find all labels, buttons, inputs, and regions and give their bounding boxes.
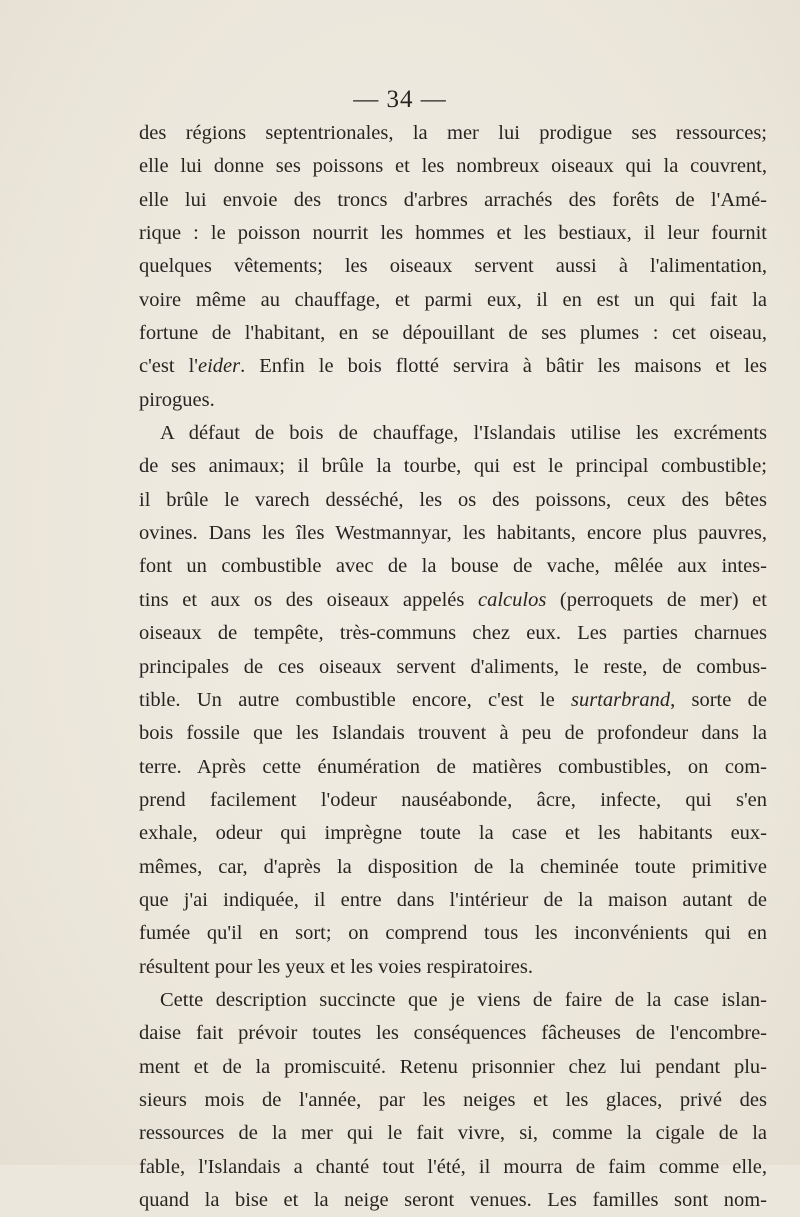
text-line: quelques vêtements; les oiseaux servent aussi à l'alimentation, (139, 255, 767, 278)
text-segment: tible. Un autre combustible encore, c'est le (139, 688, 571, 711)
text-line: oiseaux de tempête, très-communs chez eux. Les parties charnues (139, 622, 767, 645)
italic-term-calculos: calculos (477, 588, 547, 611)
text-line: ovines. Dans les îles Westmannyar, les habitants, encore plus pauvres, (139, 522, 767, 545)
text-line: ressources de la mer qui le fait vivre, si, comme la cigale de la (139, 1122, 767, 1145)
page-number: — 34 — (353, 86, 447, 113)
text-line: quand la bise et la neige seront venues. Les familles sont nom- (139, 1189, 767, 1211)
text-line: sieurs mois de l'année, par les neiges et les glaces, privé des (139, 1088, 767, 1111)
italic-term-eider: eider (197, 355, 241, 378)
text-line (139, 350, 767, 383)
text-line: font un combustible avec de la bouse de vache, mêlée aux intes- (139, 555, 767, 578)
text-line: elle lui envoie des troncs d'arbres arrachés des forêts de l'Amé- (139, 188, 767, 211)
text-segment: c'est l' (139, 355, 198, 378)
text-line: rique : le poisson nourrit les hommes et les bestiaux, il leur fournit (139, 222, 767, 245)
text-line: terre. Après cette énumération de matières combustibles, on com- (139, 755, 767, 778)
paragraph-start-line: Cette description succincte que je viens de faire de la case islan- (160, 988, 767, 1011)
text-line: des régions septentrionales, la mer lui prodigue ses ressources; (139, 122, 767, 144)
text-line (139, 584, 767, 617)
text-line: fable, l'Islandais a chanté tout l'été, il mourra de faim comme elle, (139, 1155, 767, 1178)
text-line: il brûle le varech desséché, les os des poissons, ceux des bêtes (139, 488, 767, 511)
text-line (139, 684, 767, 717)
text-line: prend facilement l'odeur nauséabonde, âcre, infecte, qui s'en (139, 788, 767, 811)
text-line: principales de ces oiseaux servent d'aliments, le reste, de combus- (139, 655, 767, 678)
text-line: pirogues. (139, 388, 215, 411)
text-segment: (perroquets de mer) et (546, 588, 767, 611)
text-line: daise fait prévoir toutes les conséquences fâcheuses de l'encombre- (139, 1022, 767, 1045)
text-segment: , sorte de (670, 688, 767, 711)
text-line: mêmes, car, d'après la disposition de la cheminée toute primitive (139, 855, 767, 878)
text-segment: . Enfin le bois flotté servira à bâtir les maisons et les (240, 355, 767, 378)
text-line: de ses animaux; il brûle la tourbe, qui est le principal combustible; (139, 455, 767, 478)
italic-term-surtarbrand: surtarbrand (570, 688, 671, 711)
text-line: ment et de la promiscuité. Retenu prisonnier chez lui pendant plu- (139, 1055, 767, 1078)
text-line: voire même au chauffage, et parmi eux, il en est un qui fait la (139, 288, 767, 311)
text-line: elle lui donne ses poissons et les nombreux oiseaux qui la couvrent, (139, 155, 767, 178)
text-line: exhale, odeur qui imprègne toute la case et les habitants eux- (139, 822, 767, 845)
text-line: fortune de l'habitant, en se dépouillant de ses plumes : cet oiseau, (139, 322, 767, 345)
text-line: résultent pour les yeux et les voies respiratoires. (139, 955, 533, 978)
text-line: fumée qu'il en sort; on comprend tous les inconvénients qui en (139, 922, 767, 945)
body-text (139, 117, 767, 1217)
text-line: que j'ai indiquée, il entre dans l'intérieur de la maison autant de (139, 888, 767, 911)
text-segment: tins et aux os des oiseaux appelés (139, 588, 478, 611)
paragraph-start-line: A défaut de bois de chauffage, l'Islandais utilise les excréments (160, 422, 767, 445)
text-line: bois fossile que les Islandais trouvent à peu de profondeur dans la (139, 722, 767, 745)
